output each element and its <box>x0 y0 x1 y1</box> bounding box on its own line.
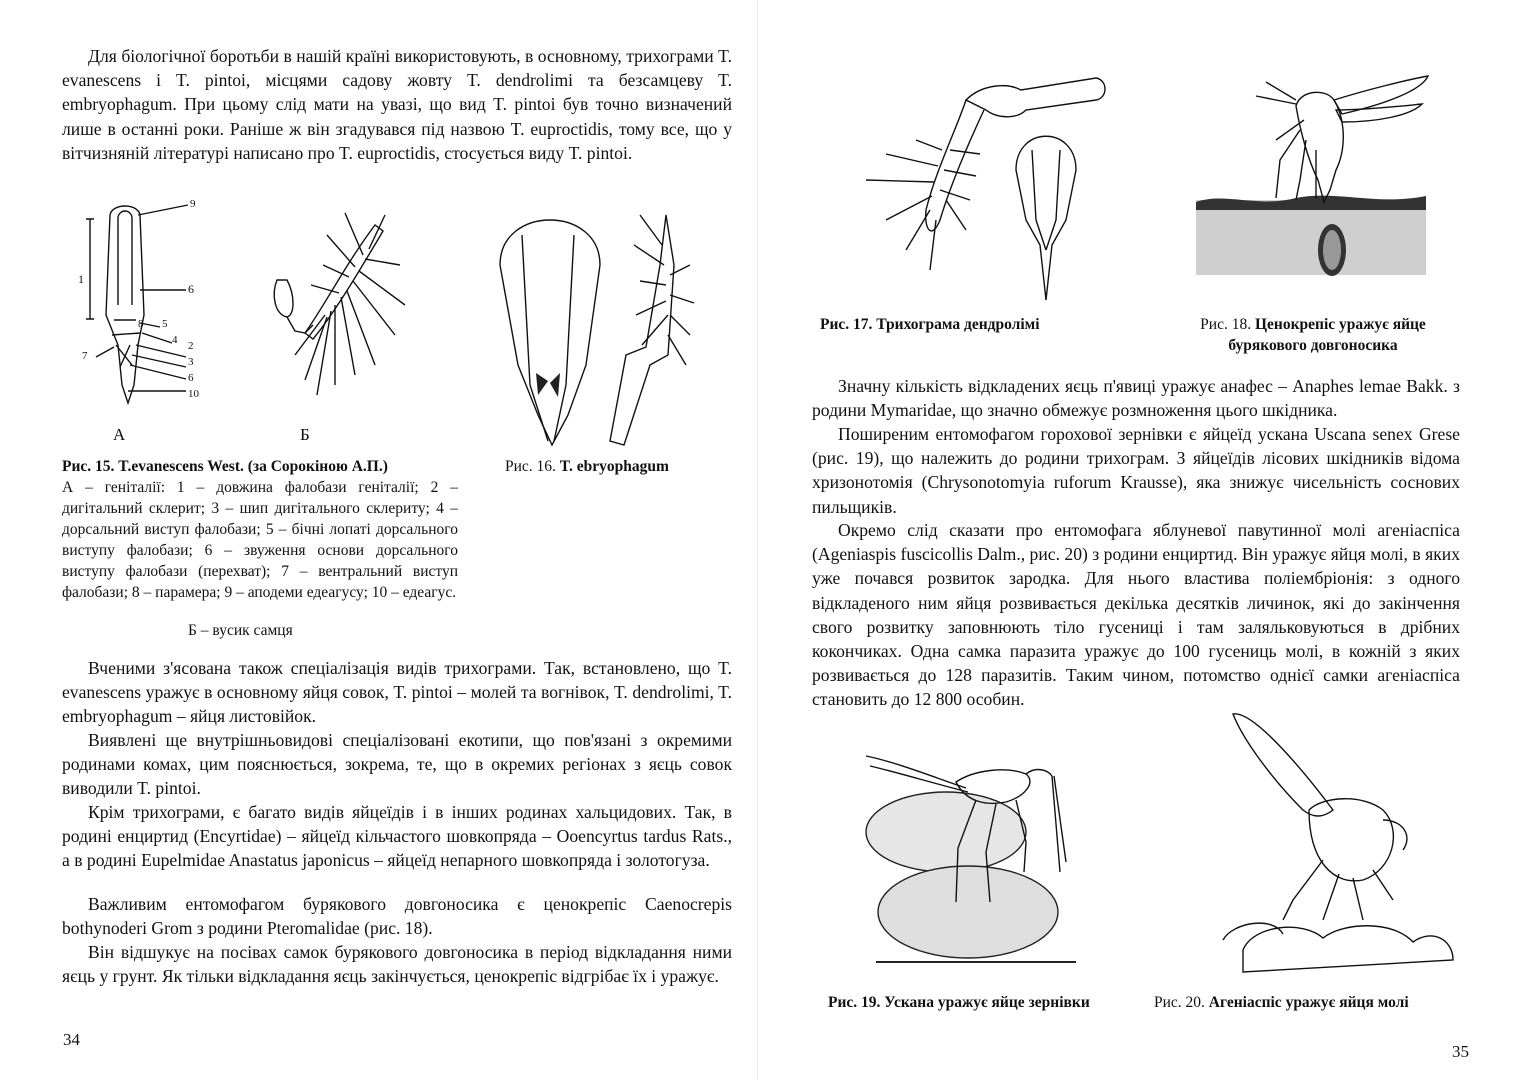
fig15-label-6a: 6 <box>188 282 194 296</box>
fig15-label-5: 5 <box>162 318 168 330</box>
fig15-label-4: 4 <box>172 334 178 346</box>
fig20-caption-text: Агеніаспіс уражує яйця молі <box>1208 994 1409 1011</box>
fig15-caption-title: Рис. 15. T.evanescens West. (за Сорокіною А.П.) <box>62 458 388 475</box>
right-paragraph-1: Значну кількість відкладених яєць п'явиці уражує анафес – Anaphes lemae Bakk. з родини Mymaridae, що значно обмежує розмноження цього шкідника. <box>812 376 1460 421</box>
fig15-caption-body: А – геніталії: 1 – довжина фалобази геніталії; 2 – дигітальний склерит; 3 – шип дигітального склериту; 4 – дорсальний виступ фалобази; 5 – бічні лопаті дорсального виступу фалобази; 6 – звуження основи дорсального виступу фалобази (перехват); 7 – вентральний виступ фалобази; 8 – парамера; 9 – аподеми едеагусу; 10 – едеагус. <box>62 479 458 601</box>
fig16-caption <box>505 456 669 477</box>
fig15-label-9: 9 <box>190 198 196 210</box>
fig15-letter-a: А <box>113 425 126 444</box>
fig20-drawing <box>1213 710 1458 980</box>
fig18-drawing <box>1196 70 1436 280</box>
right-paragraph-3: Окремо слід сказати про ентомофага яблуневої павутинної молі агеніаспіса (Ageniaspis fuscicollis Dalm., рис. 20) з родини енциртид. Він уражує яйця молі, в яких уже почався розвиток зародка. Для нього властива поліембріонія: з одного відкладеного ним яйця розвивається декілька десятків личинок, які до закінчення свого розвитку заповнюють тіло гусениці і там заляльковуються в дрібних кокончиках. Одна самка паразита уражує до 100 гусениць молі, в кожній з яких розвивається до 128 паразитів. Таким чином, потомство однієї самки агеніаспіса становить до 12 800 особин. <box>812 520 1460 710</box>
fig20-caption-prefix: Рис. 20. <box>1154 994 1209 1011</box>
left-paragraph-2: Виявлені ще внутрішньовидові спеціалізовані екотипи, що пов'язані з окремими родинами комах, цим пояснюється, зокрема, те, що в окремих регіонах з яєць совок виводили T. pintoi. <box>62 730 732 799</box>
right-paragraph-2: Поширеним ентомофагом горохової зернівки є яйцеїд ускана Uscana senex Grese (рис. 19), що належить до родини трихограм. З яйцеїдів лісових шкідників відома хризонотомія (Chrysonotomyia ruforum Krausse), яка знижує чисельність соснових пильщиків. <box>812 424 1460 517</box>
page-number-left: 34 <box>63 1030 80 1049</box>
left-paragraph-3: Крім трихограми, є багато видів яйцеїдів і в інших родинах хальцидових. Так, в родині енциртид (Encyrtidae) – яйцеїд кільчастого шовкопряда – Ooencyrtus tardus Rats., а в родині Eupelmidae Anastatus japonicus – яйцеїд непарного шовкопряда і золотогуза. <box>62 802 732 871</box>
fig17-drawing <box>846 70 1106 310</box>
fig19-drawing <box>856 752 1096 972</box>
fig15-label-7: 7 <box>82 350 88 362</box>
fig15-label-8: 8 <box>138 318 144 330</box>
fig15-antenna-drawing <box>265 205 410 415</box>
fig16-caption-species: T. ebryophagum <box>559 458 669 475</box>
fig16-drawing <box>490 205 700 450</box>
left-paragraph-4: Важливим ентомофагом бурякового довгоносика є ценокрепіс Caenocrepis bothynoderi Grom з родини Pteromalidae (рис. 18). <box>62 894 732 939</box>
fig17-caption: Рис. 17. Трихограма дендролімі <box>820 316 1040 333</box>
fig15-letter-b: Б <box>300 425 310 444</box>
fig18-caption-text: Ценокрепіс уражує яйце бурякового довгоносика <box>1228 316 1426 354</box>
fig15-label-2: 2 <box>188 340 194 352</box>
left-paragraph-5: Він відшукує на посівах самок бурякового довгоносика в період відкладання ними яєць у грунт. Як тільки відкладання яєць закінчується, ценокрепіс відгрібає їх і уражує. <box>62 942 732 987</box>
fig15-label-1: 1 <box>78 272 84 286</box>
fig15-label-6b: 6 <box>188 372 194 384</box>
intro-paragraph: Для біологічної боротьби в нашій країні використовують, в основному, трихограми T. evanescens і T. pintoi, місцями садову жовту T. dendrolimi та безсамцеву T. embryophagum. При цьому слід мати на увазі, що вид T. pintoi був точно визначений лише в останні роки. Раніше ж він згадувався під назвою T. euproctidis, тому все, що у вітчизняній літературі написано про T. euproctidis, стосується виду T. pintoi. <box>62 46 732 163</box>
fig19-caption: Рис. 19. Ускана уражує яйце зернівки <box>828 994 1090 1011</box>
page-number-right: 35 <box>1452 1042 1469 1061</box>
fig16-caption-prefix: Рис. 16. <box>505 458 560 475</box>
fig15-label-3: 3 <box>188 356 194 368</box>
fig15-caption-tail: Б – вусик самця <box>188 622 293 639</box>
fig20-caption <box>1154 992 1409 1013</box>
fig18-caption-prefix: Рис. 18. <box>1200 316 1255 333</box>
fig15-label-10: 10 <box>188 388 199 400</box>
left-paragraph-1: Вченими з'ясована також спеціалізація видів трихограми. Так, встановлено, що T. evanescens уражує в основному яйця совок, T. pintoi – молей та вогнівок, T. dendrolimi, T. embryophagum – яйця листовійок. <box>62 658 732 727</box>
fig18-caption <box>1168 314 1458 356</box>
right-page <box>758 0 1516 1080</box>
